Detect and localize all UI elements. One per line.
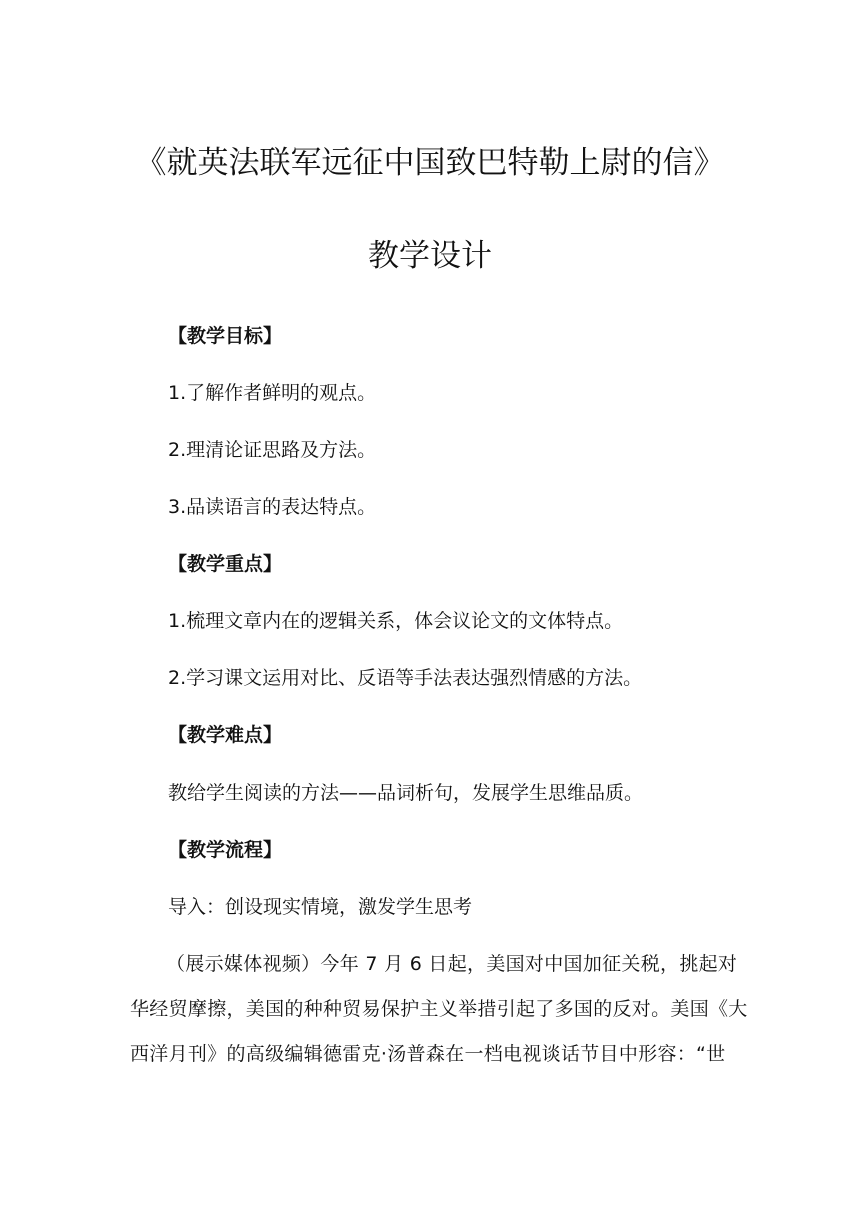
paragraph-line-3: 西洋月刊》的高级编辑德雷克·汤普森在一档电视谈话节目中形容：“世 bbox=[130, 1043, 726, 1065]
key-points-heading: 【教学重点】 bbox=[168, 553, 283, 575]
document-title: 《就英法联军远征中国致巴特勒上尉的信》 bbox=[135, 145, 725, 181]
objectives-heading: 【教学目标】 bbox=[168, 325, 283, 347]
objective-item-2: 2.理清论证思路及方法。 bbox=[168, 439, 377, 461]
key-point-item-2: 2.学习课文运用对比、反语等手法表达强烈情感的方法。 bbox=[168, 667, 643, 689]
objective-item-3: 3.品读语言的表达特点。 bbox=[168, 496, 377, 518]
process-heading: 【教学流程】 bbox=[168, 839, 283, 861]
paragraph-line-1: （展示媒体视频）今年 7 月 6 日起，美国对中国加征关税，挑起对 bbox=[166, 953, 738, 975]
key-point-item-1: 1.梳理文章内在的逻辑关系，体会议论文的文体特点。 bbox=[168, 610, 624, 632]
paragraph-line-2: 华经贸摩擦，美国的种种贸易保护主义举措引起了多国的反对。美国《大 bbox=[130, 998, 748, 1020]
difficulties-text: 教给学生阅读的方法——品词析句，发展学生思维品质。 bbox=[168, 782, 644, 804]
process-intro-label: 导入：创设现实情境，激发学生思考 bbox=[168, 896, 473, 918]
document-subtitle: 教学设计 bbox=[368, 238, 492, 274]
difficulties-heading: 【教学难点】 bbox=[168, 724, 283, 746]
objective-item-1: 1.了解作者鲜明的观点。 bbox=[168, 382, 377, 404]
